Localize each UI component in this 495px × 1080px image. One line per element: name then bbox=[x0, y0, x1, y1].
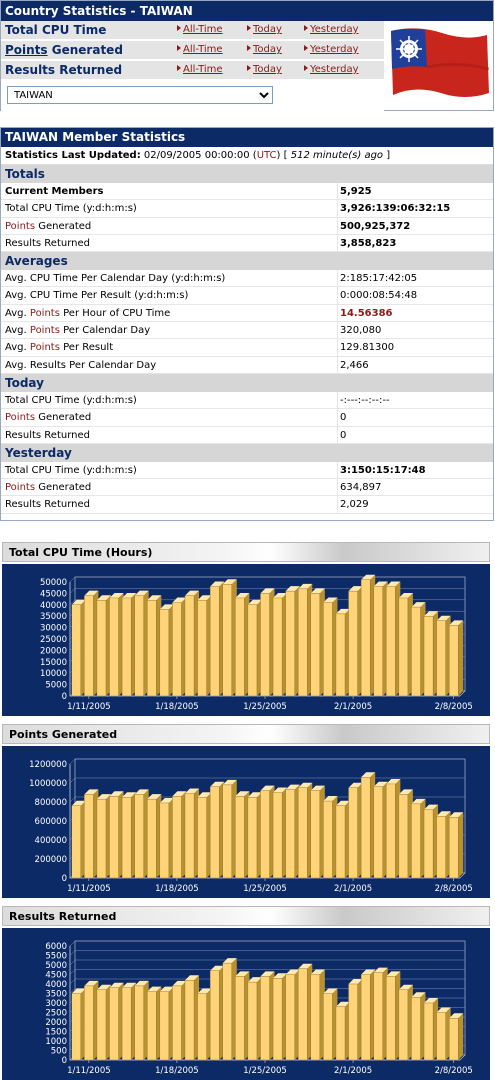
chart-title: Points Generated bbox=[2, 724, 490, 744]
cpu-yesterday-link[interactable]: Yesterday bbox=[304, 24, 359, 35]
arrow-right-icon bbox=[304, 45, 308, 51]
utc-link[interactable]: UTC bbox=[256, 150, 277, 161]
y-tick-label: 600000 bbox=[34, 817, 67, 827]
stat-row: Avg. Results Per Calendar Day 2,466 bbox=[1, 357, 493, 374]
arrow-right-icon bbox=[247, 25, 251, 31]
chart-bar bbox=[399, 985, 413, 1060]
chart-bar bbox=[248, 600, 262, 696]
y-tick-label: 0 bbox=[61, 692, 67, 702]
chart-bar bbox=[336, 609, 350, 696]
points-generated-row bbox=[1, 41, 384, 60]
stat-row: Avg. Points Per Result 129.81300 bbox=[1, 339, 493, 356]
x-tick-label: 1/11/2005 bbox=[67, 702, 111, 712]
y-tick-label: 500 bbox=[50, 1046, 67, 1057]
y-tick-label: 40000 bbox=[39, 600, 67, 611]
chart-bar bbox=[135, 591, 149, 696]
chart-bar bbox=[198, 595, 212, 696]
chart-bar bbox=[399, 789, 413, 878]
chart-bar bbox=[260, 786, 274, 878]
points-today-link[interactable]: Today bbox=[247, 44, 282, 55]
y-tick-label: 5000 bbox=[45, 961, 67, 971]
y-tick-label: 0 bbox=[61, 874, 67, 884]
x-tick-label: 2/8/2005 bbox=[434, 884, 473, 894]
chart-bar bbox=[437, 811, 451, 878]
stat-row: Results Returned 2,029 bbox=[1, 496, 493, 513]
chart-bar bbox=[185, 591, 199, 696]
chart-bar bbox=[424, 998, 438, 1060]
points-generated-bar-chart bbox=[2, 746, 490, 898]
chart-bar bbox=[298, 584, 312, 696]
chart-bar bbox=[72, 989, 86, 1061]
chart-bar bbox=[122, 983, 136, 1060]
chart-bar bbox=[336, 1002, 350, 1060]
stat-row: Avg. Points Per Calendar Day 320,080 bbox=[1, 322, 493, 339]
chart-bar bbox=[135, 981, 149, 1060]
points-link[interactable]: Points bbox=[5, 43, 48, 57]
y-tick-label: 400000 bbox=[34, 836, 67, 846]
x-tick-label: 2/8/2005 bbox=[434, 1066, 473, 1076]
chart-bar bbox=[122, 792, 136, 878]
chart-bar bbox=[411, 799, 425, 878]
chart-bar bbox=[260, 588, 274, 696]
chart-bar bbox=[298, 964, 312, 1060]
results-returned-chart bbox=[2, 906, 490, 1080]
x-tick-label: 1/25/2005 bbox=[243, 884, 287, 894]
chart-bar bbox=[411, 602, 425, 696]
y-tick-label: 35000 bbox=[39, 612, 67, 623]
chart-bar bbox=[172, 791, 186, 878]
chart-bar bbox=[223, 579, 237, 696]
last-updated-line: Statistics Last Updated: 02/09/2005 00:00:00 (UTC) [ 512 minute(s) ago ] bbox=[1, 147, 493, 165]
x-tick-label: 1/11/2005 bbox=[67, 884, 111, 894]
chart-bar bbox=[273, 788, 287, 879]
y-tick-label: 800000 bbox=[34, 798, 67, 808]
chart-bar bbox=[349, 586, 363, 696]
arrow-right-icon bbox=[177, 65, 181, 71]
y-tick-label: 2500 bbox=[45, 1008, 67, 1019]
chart-bar bbox=[147, 987, 161, 1060]
stat-row: Points Generated 0 bbox=[1, 409, 493, 426]
chart-panel bbox=[2, 564, 490, 716]
y-tick-label: 1500 bbox=[45, 1027, 67, 1038]
chart-bar bbox=[374, 782, 388, 878]
chart-bar bbox=[185, 975, 199, 1060]
points-all-time-link[interactable]: All-Time bbox=[177, 44, 223, 55]
chart-bar bbox=[198, 989, 212, 1061]
y-tick-label: 6000 bbox=[45, 942, 67, 952]
chart-bar bbox=[286, 785, 300, 878]
chart-bar bbox=[286, 970, 300, 1061]
points-generated-label: Points Generated bbox=[5, 43, 123, 57]
today-heading: Today bbox=[1, 374, 493, 392]
chart-bar bbox=[386, 779, 400, 878]
chart-panel bbox=[2, 928, 490, 1080]
y-tick-label: 1200000 bbox=[29, 760, 67, 770]
chart-bar bbox=[349, 979, 363, 1060]
chart-bar bbox=[185, 788, 199, 878]
stat-row: Avg. Points Per Hour of CPU Time 14.56386 bbox=[1, 305, 493, 322]
y-tick-label: 45000 bbox=[39, 589, 67, 600]
chart-bar bbox=[311, 588, 325, 696]
stat-row: Total CPU Time (y:d:h:m:s) 3:150:15:17:48 bbox=[1, 462, 493, 479]
total-cpu-time-row bbox=[1, 21, 384, 40]
arrow-right-icon bbox=[247, 65, 251, 71]
y-tick-label: 2000 bbox=[45, 1018, 67, 1028]
x-tick-label: 1/11/2005 bbox=[67, 1066, 111, 1076]
points-link[interactable]: Points bbox=[29, 325, 60, 337]
chart-bar bbox=[160, 798, 174, 878]
chart-bar bbox=[135, 789, 149, 878]
chart-bar bbox=[298, 783, 312, 878]
arrow-right-icon bbox=[247, 45, 251, 51]
y-tick-label: 25000 bbox=[39, 635, 67, 645]
cpu-time-bar-chart bbox=[2, 564, 490, 716]
stat-row: Total CPU Time (y:d:h:m:s) 3,926:139:06:32:15 bbox=[1, 200, 493, 217]
arrow-right-icon bbox=[304, 65, 308, 71]
stat-row: Results Returned 3,858,823 bbox=[1, 235, 493, 252]
country-select[interactable] bbox=[7, 86, 273, 104]
yesterday-heading: Yesterday bbox=[1, 444, 493, 462]
chart-bar bbox=[399, 593, 413, 696]
total-cpu-time-label: Total CPU Time bbox=[5, 23, 107, 37]
y-tick-label: 5000 bbox=[45, 680, 67, 691]
chart-bar bbox=[323, 598, 337, 696]
chart-bar bbox=[210, 582, 224, 696]
chart-bar bbox=[210, 966, 224, 1060]
y-tick-label: 1000 bbox=[45, 1037, 67, 1047]
stat-row: Current Members 5,925 bbox=[1, 183, 493, 200]
chart-bar bbox=[374, 968, 388, 1060]
points-link[interactable]: Points bbox=[29, 307, 60, 319]
chart-bar bbox=[147, 595, 161, 696]
chart-bar bbox=[72, 600, 86, 696]
chart-bar bbox=[361, 575, 375, 696]
y-tick-label: 200000 bbox=[34, 855, 67, 865]
results-today-link[interactable]: Today bbox=[247, 64, 282, 75]
stat-row: Total CPU Time (y:d:h:m:s) -:---:--:--:-- bbox=[1, 392, 493, 409]
chart-bar bbox=[147, 794, 161, 878]
chart-bar bbox=[84, 789, 98, 878]
cpu-all-time-link[interactable]: All-Time bbox=[177, 24, 223, 35]
results-yesterday-link[interactable]: Yesterday bbox=[304, 64, 359, 75]
points-link[interactable]: Points bbox=[5, 412, 36, 424]
chart-bar bbox=[84, 981, 98, 1060]
chart-bar bbox=[223, 780, 237, 878]
points-yesterday-link[interactable]: Yesterday bbox=[304, 44, 359, 55]
results-returned-label: Results Returned bbox=[5, 63, 123, 77]
chart-bar bbox=[223, 958, 237, 1060]
stat-row: Points Generated 634,897 bbox=[1, 479, 493, 496]
chart-bar bbox=[235, 593, 249, 696]
chart-bar bbox=[374, 582, 388, 696]
chart-bar bbox=[361, 970, 375, 1061]
chart-bar bbox=[248, 977, 262, 1060]
stat-row: Results Returned 0 bbox=[1, 427, 493, 444]
chart-bar bbox=[424, 805, 438, 878]
chart-bar bbox=[386, 971, 400, 1060]
averages-heading: Averages bbox=[1, 252, 493, 270]
chart-panel bbox=[2, 746, 490, 898]
y-tick-label: 10000 bbox=[39, 669, 67, 680]
x-tick-label: 1/18/2005 bbox=[155, 884, 199, 894]
chart-bar bbox=[323, 796, 337, 878]
chart-bar bbox=[424, 611, 438, 696]
chart-bar bbox=[122, 593, 136, 696]
chart-bar bbox=[160, 604, 174, 696]
x-tick-label: 1/25/2005 bbox=[243, 702, 287, 712]
results-returned-row bbox=[1, 61, 384, 80]
chart-bar bbox=[449, 1013, 463, 1060]
chart-bar bbox=[349, 783, 363, 878]
arrow-right-icon bbox=[177, 45, 181, 51]
chart-bar bbox=[210, 782, 224, 878]
chart-title: Results Returned bbox=[2, 906, 490, 926]
chart-bar bbox=[198, 792, 212, 878]
chart-bar bbox=[311, 786, 325, 878]
points-generated-chart bbox=[2, 724, 490, 898]
chart-bar bbox=[72, 801, 86, 878]
chart-bar bbox=[449, 620, 463, 696]
y-tick-label: 0 bbox=[61, 1056, 67, 1066]
results-all-time-link[interactable]: All-Time bbox=[177, 64, 223, 75]
chart-bar bbox=[84, 591, 98, 696]
taiwan-flag-image bbox=[387, 23, 493, 109]
y-tick-label: 1000000 bbox=[29, 779, 67, 789]
y-tick-label: 30000 bbox=[39, 623, 67, 634]
chart-bar bbox=[110, 791, 124, 878]
x-tick-label: 2/1/2005 bbox=[333, 702, 373, 712]
x-tick-label: 2/8/2005 bbox=[434, 702, 473, 712]
chart-bar bbox=[273, 973, 287, 1060]
points-link[interactable]: Points bbox=[5, 220, 36, 232]
chart-bar bbox=[235, 791, 249, 878]
chart-bar bbox=[160, 987, 174, 1060]
chart-bar bbox=[97, 985, 111, 1060]
totals-heading: Totals bbox=[1, 165, 493, 183]
chart-bar bbox=[110, 593, 124, 696]
stat-row: Avg. CPU Time Per Calendar Day (y:d:h:m:s) 2:185:17:42:05 bbox=[1, 270, 493, 287]
stat-row: Avg. CPU Time Per Result (y:d:h:m:s) 0:000:08:54:48 bbox=[1, 287, 493, 304]
points-link[interactable]: Points bbox=[5, 482, 36, 494]
chart-bar bbox=[248, 792, 262, 878]
results-returned-bar-chart bbox=[2, 928, 490, 1080]
chart-bar bbox=[437, 1008, 451, 1061]
chart-bar bbox=[172, 598, 186, 696]
chart-bar bbox=[386, 582, 400, 696]
chart-bar bbox=[97, 794, 111, 878]
chart-bar bbox=[273, 593, 287, 696]
country-statistics-title: Country Statistics - TAIWAN bbox=[1, 1, 493, 21]
country-statistics-box bbox=[0, 0, 494, 111]
cpu-time-chart bbox=[2, 542, 490, 716]
points-link[interactable]: Points bbox=[29, 342, 60, 354]
arrow-right-icon bbox=[304, 25, 308, 31]
y-tick-label: 4500 bbox=[45, 970, 67, 981]
y-tick-label: 15000 bbox=[39, 657, 67, 668]
y-tick-label: 4000 bbox=[45, 980, 67, 990]
chart-bar bbox=[323, 989, 337, 1061]
chart-bar bbox=[311, 970, 325, 1061]
x-tick-label: 2/1/2005 bbox=[333, 1066, 373, 1076]
stat-row: Points Generated 500,925,372 bbox=[1, 218, 493, 235]
x-tick-label: 1/25/2005 bbox=[243, 1066, 287, 1076]
chart-title: Total CPU Time (Hours) bbox=[2, 542, 490, 562]
chart-bar bbox=[336, 801, 350, 878]
country-select-row bbox=[1, 81, 384, 111]
chart-bar bbox=[235, 971, 249, 1060]
chart-bar bbox=[411, 992, 425, 1060]
member-statistics-box bbox=[0, 127, 494, 521]
y-tick-label: 3500 bbox=[45, 989, 67, 1000]
cpu-today-link[interactable]: Today bbox=[247, 24, 282, 35]
y-tick-label: 50000 bbox=[39, 578, 67, 588]
chart-bar bbox=[260, 971, 274, 1060]
chart-bar bbox=[286, 586, 300, 696]
chart-bar bbox=[437, 616, 451, 696]
arrow-right-icon bbox=[177, 25, 181, 31]
y-tick-label: 20000 bbox=[39, 646, 67, 657]
x-tick-label: 1/18/2005 bbox=[155, 1066, 199, 1076]
x-tick-label: 1/18/2005 bbox=[155, 702, 199, 712]
chart-bar bbox=[449, 812, 463, 878]
chart-bar bbox=[361, 772, 375, 878]
y-tick-label: 5500 bbox=[45, 951, 67, 962]
y-tick-label: 3000 bbox=[45, 999, 67, 1009]
member-statistics-title: TAIWAN Member Statistics bbox=[1, 128, 493, 147]
chart-bar bbox=[110, 983, 124, 1060]
chart-bar bbox=[97, 595, 111, 696]
x-tick-label: 2/1/2005 bbox=[333, 884, 373, 894]
chart-bar bbox=[172, 981, 186, 1060]
